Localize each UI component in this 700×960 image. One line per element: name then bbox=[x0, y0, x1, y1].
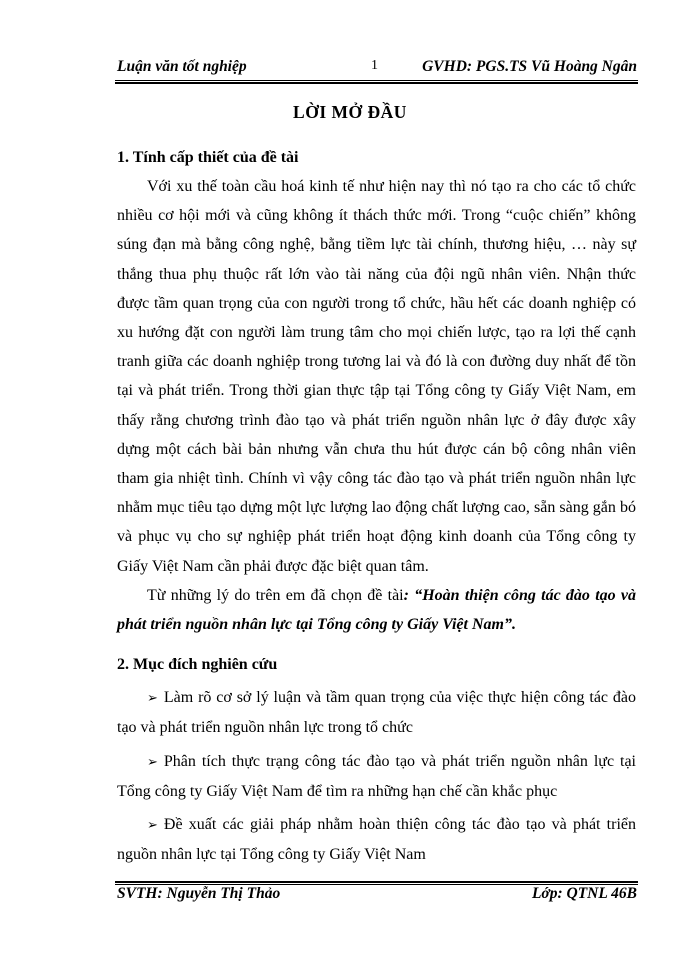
arrow-bullet-icon: ➢ bbox=[147, 818, 158, 834]
header-rule bbox=[115, 80, 638, 84]
bullet-text: Phân tích thực trạng công tác đào tạo và phát triển nguồn nhân lực tại Tổng công ty Giấy Việt Nam để tìm ra những hạn chế cần khắc phục bbox=[117, 752, 636, 800]
section-heading-purpose: 2. Mục đích nghiên cứu bbox=[117, 656, 278, 674]
arrow-bullet-icon: ➢ bbox=[147, 754, 158, 770]
bullet-text: Làm rõ cơ sở lý luận và tầm quan trọng của việc thực hiện công tác đào tạo và phát triển nguồn nhân lực trong tổ chức bbox=[117, 689, 636, 737]
page-header bbox=[117, 58, 637, 80]
list-item bbox=[117, 747, 636, 806]
arrow-bullet-icon: ➢ bbox=[147, 691, 158, 707]
topic-intro: Từ những lý do trên em đã chọn đề tài bbox=[147, 586, 404, 604]
urgency-paragraph: Với xu thế toàn cầu hoá kinh tế như hiện nay thì nó tạo ra cho các tổ chức nhiều cơ hội mới và cũng không ít thách thức mới. Trong “cuộc chiến” không súng đạn mà bằng công nghệ, bằng tiềm lực tài chính, thương hiệu, … này sự thắng thua phụ thuộc rất lớn vào tài năng của đội ngũ nhân viên. Nhận thức được tầm quan trọng của con người trong tổ chức, hầu hết các doanh nghiệp có xu hướng đặt con người làm trung tâm cho mọi chiến lược, tạo ra lợi thế cạnh tranh giữa các doanh nghiệp trong tương lai và đó là con đường duy nhất để tồn tại và phát triển. Trong thời gian thực tập tại Tổng công ty Giấy Việt Nam, em thấy rằng chương trình đào tạo và phát triển nguồn nhân lực ở đây được xây dựng một cách bài bản nhưng vẫn chưa thu hút được cán bộ công nhân viên tham gia nhiệt tình. Chính vì vậy công tác đào tạo và phát triển nguồn nhân lực nhằm mục tiêu tạo dựng một lực lượng lao động chất lượng cao, sẵn sàng gắn bó và phục vụ cho sự nghiệp phát triển hoạt động kinh doanh của Tổng công ty Giấy Việt Nam cần phải được đặc biệt quan tâm. bbox=[117, 178, 636, 575]
header-thesis-label: Luận văn tốt nghiệp bbox=[117, 58, 247, 75]
list-item bbox=[117, 810, 636, 869]
page-footer bbox=[117, 885, 637, 907]
section-heading-urgency: 1. Tính cấp thiết của đề tài bbox=[117, 149, 299, 166]
footer-student: SVTH: Nguyễn Thị Thảo bbox=[117, 885, 281, 902]
header-supervisor: GVHD: PGS.TS Vũ Hoàng Ngân bbox=[422, 58, 637, 75]
document-body bbox=[117, 144, 636, 869]
page-number: 1 bbox=[371, 58, 378, 73]
page-title: LỜI MỞ ĐẦU bbox=[293, 102, 407, 122]
bullet-text: Đề xuất các giải pháp nhằm hoàn thiện công tác đào tạo và phát triển nguồn nhân lực tại Tổng công ty Giấy Việt Nam bbox=[117, 816, 636, 864]
topic-title: : “Hoàn thiện công tác đào tạo và phát triển nguồn nhân lực tại Tổng công ty Giấy Việt Nam”. bbox=[117, 586, 636, 634]
list-item bbox=[117, 683, 636, 742]
footer-class: Lớp: QTNL 46B bbox=[531, 885, 637, 902]
topic-paragraph bbox=[117, 581, 636, 639]
